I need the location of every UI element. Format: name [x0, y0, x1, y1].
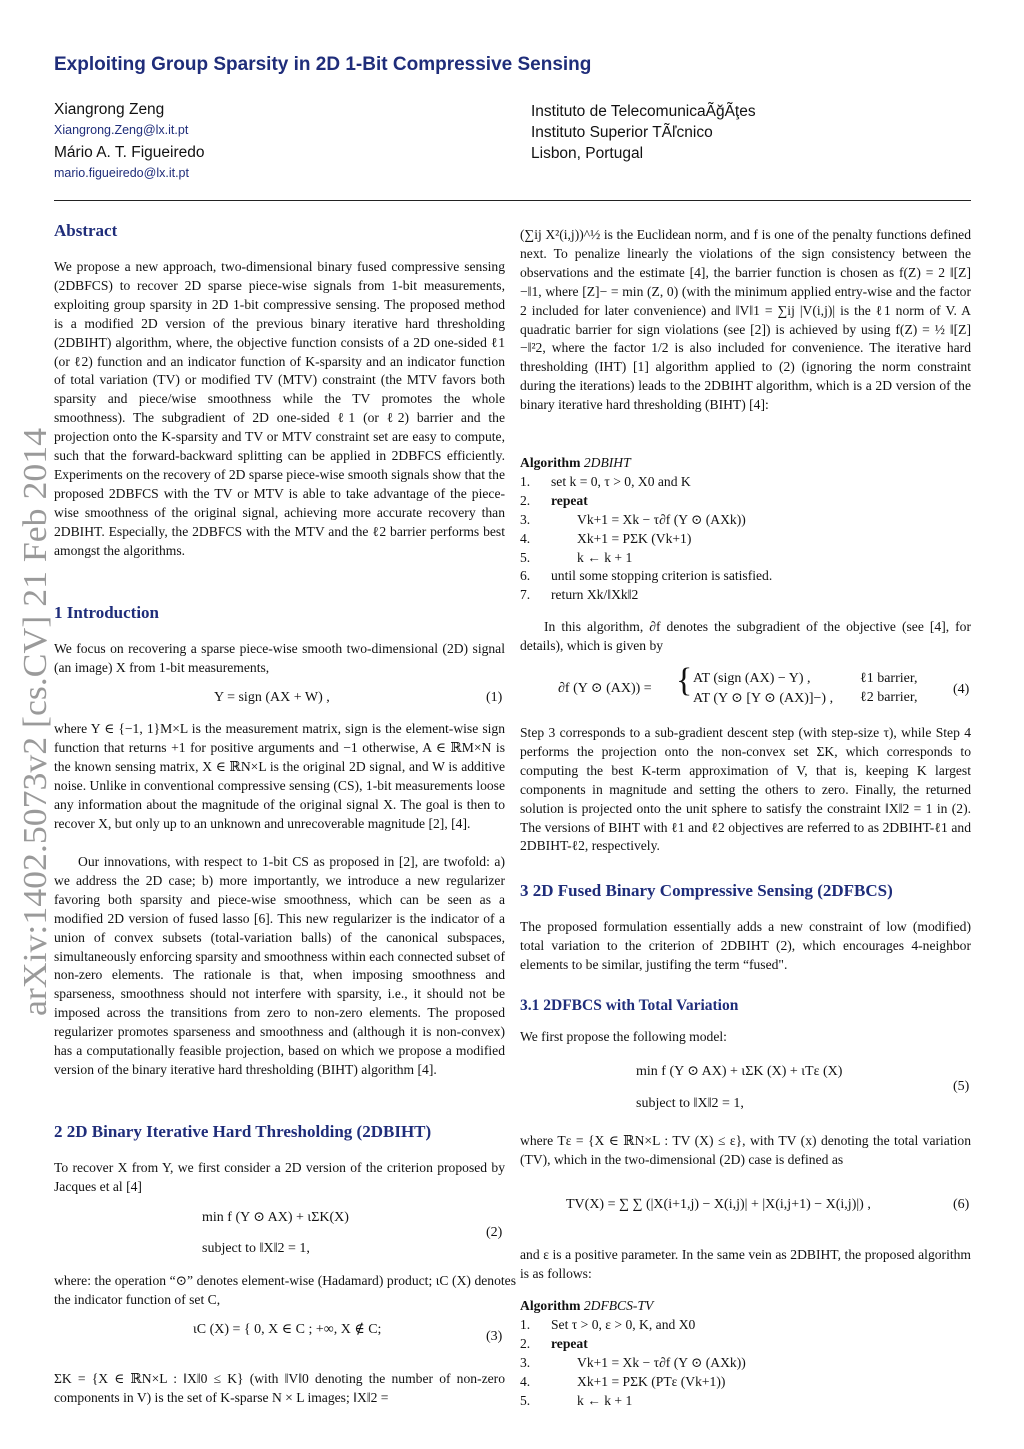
affiliation-line-1: Instituto de TelecomunicaÃğÃţes: [531, 103, 756, 120]
author-email-2[interactable]: mario.figueiredo@lx.it.pt: [54, 166, 189, 180]
intro-paragraph-1: We focus on recovering a sparse piece-wise smooth two-dimensional (2D) signal (an image) X from 1-bit measurements,: [54, 641, 505, 675]
equation-5-constraint: subject to ‖X‖2 = 1,: [636, 1096, 744, 1111]
equation-2-objective: min f (Y ⊙ AX) + ιΣK(X): [202, 1210, 349, 1225]
algorithm-label: Algorithm: [520, 1298, 581, 1313]
author-name-2: Mário A. T. Figueiredo: [54, 144, 205, 161]
algorithm-step: 2. repeat: [520, 1335, 588, 1351]
algorithm-step: 7. return Xk/‖Xk‖2: [520, 587, 639, 603]
author-name-1: Xiangrong Zeng: [54, 101, 165, 118]
algorithm-step: 6. until some stopping criterion is satisfied.: [520, 568, 773, 584]
intro-paragraph-3: Our innovations, with respect to 1-bit CS as proposed in [2], are twofold: a) we address the 2D case; b) more importantly, we introduce a new regularizer favoring both sparsity and piece-wise smoothness, which can be seen as a modified 2D version of fused lasso [6]. This new regularizer is the indicator of a union of convex subsets (total-variation balls) of the canonical subspaces, simultaneously enforcing sparsity and smoothness within each connected subset of non-zero elements. The rationale is that, when imposing smoothness and sparseness, smoothness should not interfere with sparsity, i.e., it should not be imposed across the transitions from zero to non-zero elements. The proposed regularizer promotes sparseness and smoothness and (although it is non-convex) has a computationally feasible projection, based on which we propose a modified version of the binary iterative hard thresholding (BIHT) algorithm [4].: [54, 854, 505, 1077]
algorithm-step: 1. Set τ > 0, ε > 0, K, and X0: [520, 1316, 696, 1332]
sec3-paragraph-1: The proposed formulation essentially adds a new constraint of low (modified) total variation to the criterion of 2DBIHT (2), which encourages 4-neighbor elements to be similar, justifing the term “fused".: [520, 919, 971, 972]
equation-3: ιC (X) = { 0, X ∈ C ; +∞, X ∉ C;: [193, 1322, 382, 1337]
algorithm-step: 1. set k = 0, τ > 0, X0 and K: [520, 473, 691, 489]
sec2-paragraph-1: To recover X from Y, we first consider a 2D version of the criterion proposed by Jacques et al [4]: [54, 1160, 505, 1194]
sec2-paragraph-3: ΣK = {X ∈ ℝN×L : ‖X‖0 ≤ K} (with ‖V‖0 denoting the number of non-zero components in V) is the set of K-sparse N × L images; ‖X‖2 =: [54, 1371, 505, 1405]
section-2-heading: 2 2D Binary Iterative Hard Thresholding (2DBIHT): [54, 1122, 432, 1141]
algorithm-step: 5. k ← k + 1: [520, 549, 633, 565]
algorithm-label: Algorithm: [520, 455, 581, 470]
equation-4-number: (4): [953, 682, 970, 697]
algorithm-step: 4. Xk+1 = PΣK (Vk+1): [520, 530, 692, 546]
arxiv-watermark: [2, 424, 54, 1016]
affiliation-line-2: Instituto Superior TÃľcnico: [531, 124, 713, 141]
sec2-paragraph-2: where: the operation “⊙” denotes element-wise (Hadamard) product; ιC (X) denotes the indicator function of set C,: [54, 1273, 516, 1307]
section-1-heading: 1 Introduction: [54, 603, 160, 622]
equation-6-number: (6): [953, 1197, 970, 1212]
col2-paragraph-1: (∑ij X²(i,j))^½ is the Euclidean norm, and f is one of the penalty functions defined next. To penalize linearly the violations of the sign consistency between the observations and the estimate [4], the barrier function is chosen as f(Z) = 2 ‖[Z]−‖1, where [Z]− = min (Z, 0) (with the minimum applied entry-wise and the factor 2 included for later convenience) and ‖V‖1 = ∑ij |V(i,j)| is the ℓ1 norm of V. A quadratic barrier for sign violations (see [2]) is achieved by using f(Z) = ½ ‖[Z]−‖²2, where the factor 1/2 is also included for convenience. The iterative hard thresholding (IHT) [1] algorithm applied to (2) (ignoring the norm constraint during the iterations) leads to the 2DBIHT algorithm, which is a 2D version of the binary iterative hard thresholding (BIHT) [4]:: [520, 227, 971, 413]
equation-5-number: (5): [953, 1079, 970, 1094]
equation-6: TV(X) = ∑ ∑ (|X(i+1,j) − X(i,j)| + |X(i,j+1) − X(i,j)|) ,: [566, 1197, 871, 1212]
author-email-1[interactable]: Xiangrong.Zeng@lx.it.pt: [54, 123, 189, 137]
affiliation-line-3: Lisbon, Portugal: [531, 145, 644, 162]
equation-2-constraint: subject to ‖X‖2 = 1,: [202, 1241, 310, 1256]
equation-1: Y = sign (AX + W) ,: [214, 690, 330, 705]
equation-3-number: (3): [486, 1329, 503, 1344]
equation-4-brace: {: [676, 662, 693, 699]
subsection-3-1-heading: 3.1 2DFBCS with Total Variation: [520, 997, 739, 1014]
sec3-paragraph-2: We first propose the following model:: [520, 1029, 727, 1044]
equation-4-lhs: ∂f (Y ⊙ (AX)) =: [558, 681, 652, 696]
equation-4-case-2-label: ℓ2 barrier,: [860, 690, 918, 705]
sec3-paragraph-3: where Tε = {X ∈ ℝN×L : TV (X) ≤ ε}, with TV (x) denoting the total variation (TV), which in the two-dimensional (2D) case is defined as: [520, 1133, 971, 1167]
equation-4-case-2: AT (Y ⊙ [Y ⊙ (AX)]−) ,: [693, 691, 834, 706]
intro-paragraph-2: where Y ∈ {−1, 1}M×L is the measurement matrix, sign is the element-wise sign function that returns +1 for positive arguments and −1 otherwise, A ∈ ℝM×N is the known sensing matrix, X ∈ ℝN×L is the original 2D signal, and W is additive noise. Unlike in conventional compressive sensing (CS), 1-bit measurements loose any information about the magnitude of the original signal X. The goal is then to recover X, but only up to an unknown and unrecoverable magnitude [2], [4].: [54, 721, 505, 831]
equation-4-case-1: AT (sign (AX) − Y) ,: [693, 671, 811, 686]
equation-4-case-1-label: ℓ1 barrier,: [860, 671, 918, 686]
algorithm-step: 3. Vk+1 = Xk − τ∂f (Y ⊙ (AXk)): [520, 1354, 746, 1370]
equation-5-objective: min f (Y ⊙ AX) + ιΣK (X) + ιTε (X): [636, 1064, 843, 1079]
algorithm-name: 2DFBCS-TV: [583, 1298, 654, 1313]
abstract-text: We propose a new approach, two-dimensional binary fused compressive sensing (2DBFCS) to recover 2D sparse piece-wise signals from 1-bit measurements, exploiting group sparsity in 2D 1-bit compressive sensing. The proposed method is a modified 2D version of the previous binary iterative hard thresholding (2DBIHT) algorithm, where, the objective function consists of a 2D one-sided ℓ1 (or ℓ2) function and an indicator function of K-sparsity and an indicator function of total variation (TV) or modified TV (MTV) constraint (the MTV favors both sparsity and piece/wise smoothness while the TV promotes the whole smoothness). The subgradient of 2D one-sided ℓ1 (or ℓ2) barrier and the projection onto the K-sparsity and TV or MTV constraint set are easy to compute, such that the forward-backward splitting can be applied in 2DBFCS efficiently. Experiments on the recovery of 2D sparse piece-wise smooth signals show that the proposed 2DBFCS with the TV or MTV is able to take advantage of the piece-wise smoothness of the original signal, achieving more accurate recovery than 2DBIHT. Especially, the 2DBFCS with the MTV and the ℓ2 barrier performs best amongst the algorithms.: [54, 259, 505, 558]
algorithm-step: 3. Vk+1 = Xk − τ∂f (Y ⊙ (AXk)): [520, 511, 746, 527]
section-3-heading: 3 2D Fused Binary Compressive Sensing (2DFBCS): [520, 881, 893, 900]
arxiv-watermark-text: arXiv:1402.5073v2 [cs.CV] 21 Feb 2014: [17, 456, 54, 1016]
algorithm-step: 2. repeat: [520, 492, 588, 508]
col2-paragraph-2: In this algorithm, ∂f denotes the subgradient of the objective (see [4], for details), which is given by: [520, 619, 971, 653]
algorithm-step: 5. k ← k + 1: [520, 1392, 633, 1408]
sec3-paragraph-4: and ε is a positive parameter. In the same vein as 2DBIHT, the proposed algorithm is as follows:: [520, 1247, 971, 1281]
equation-2-number: (2): [486, 1225, 503, 1240]
equation-1-number: (1): [486, 690, 503, 705]
algorithm-step: 4. Xk+1 = PΣK (PTε (Vk+1)): [520, 1373, 726, 1389]
col2-paragraph-3: Step 3 corresponds to a sub-gradient descent step (with step-size τ), while Step 4 performs the projection onto the non-convex set ΣK, which corresponds to computing the best K-term approximation of V, that is, keeping K largest components in magnitude and setting the others to zero. Finally, the returned solution is projected onto the unit sphere to satisfy the constraint ‖X‖2 = 1 in (2). The versions of BIHT with ℓ1 and ℓ2 objectives are referred to as 2DBIHT-ℓ1 and 2DBIHT-ℓ2, respectively.: [520, 725, 971, 854]
abstract-heading: Abstract: [54, 221, 118, 240]
algorithm-2dfbcs-tv: [520, 1297, 971, 1410]
algorithm-2dbiht: [520, 454, 971, 605]
paper-title: Exploiting Group Sparsity in 2D 1-Bit Compressive Sensing: [54, 54, 592, 75]
header-divider: [54, 200, 971, 201]
algorithm-name: 2DBIHT: [583, 455, 631, 470]
